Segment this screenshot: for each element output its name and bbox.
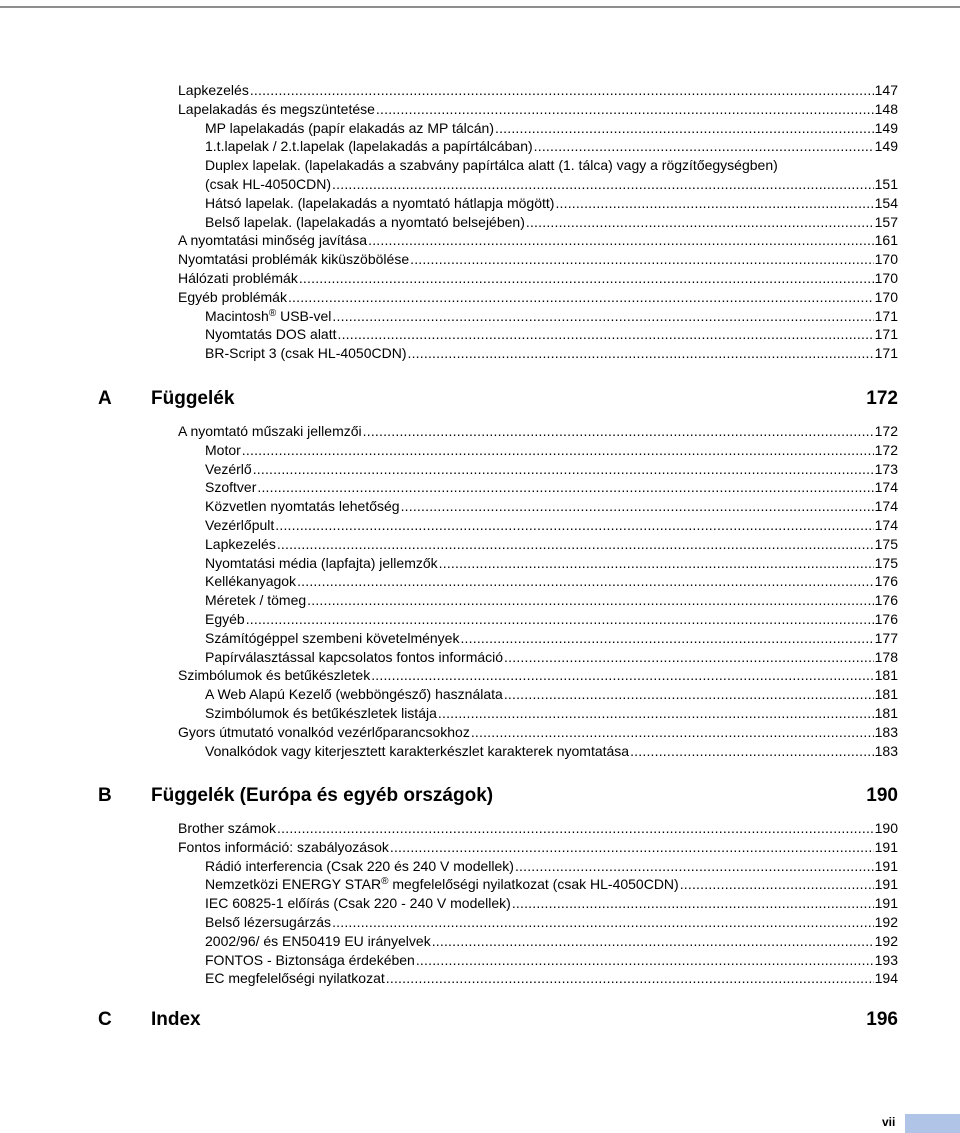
toc-entry-label: FONTOS - Biztonsága érdekében [205, 951, 415, 968]
toc-entry-page: 178 [874, 648, 898, 665]
dot-leader [242, 442, 874, 455]
toc-entry-label: Belső lézersugárzás [205, 914, 332, 930]
toc-entry[interactable] [205, 649, 898, 666]
toc-entry[interactable] [205, 479, 898, 496]
dot-leader [410, 251, 874, 264]
dot-leader [408, 345, 874, 358]
toc-entry-page: 172 [874, 441, 898, 458]
appendix-page: 172 [866, 388, 898, 409]
toc-entry-page: 171 [874, 345, 898, 362]
dot-leader [680, 876, 874, 889]
toc-entry[interactable] [205, 442, 898, 459]
toc-entry[interactable] [205, 573, 898, 590]
dot-leader [299, 270, 874, 283]
dot-leader [277, 536, 874, 549]
dot-leader [439, 555, 874, 568]
dot-leader [471, 724, 874, 737]
toc-entry-page: 173 [874, 460, 898, 477]
toc-entry-label: Motor [205, 441, 241, 458]
toc-entry-page: 190 [874, 820, 898, 836]
appendix-heading[interactable] [98, 784, 898, 808]
toc-entry-page: 176 [874, 592, 898, 609]
dot-leader [534, 138, 874, 151]
dot-leader [376, 101, 874, 114]
dot-leader [416, 952, 874, 965]
toc-entry[interactable] [178, 724, 898, 741]
toc-entry[interactable] [205, 461, 898, 478]
toc-entry[interactable] [205, 876, 898, 893]
toc-entry[interactable] [205, 611, 898, 628]
appendix-title: Függelék [151, 388, 235, 409]
toc-entry-page: 170 [874, 288, 898, 305]
toc-entry-page: 192 [874, 932, 898, 949]
toc-entry-label: A nyomtatási minőség javítása [178, 232, 368, 249]
toc-entry-page: 176 [874, 611, 898, 627]
toc-entry[interactable] [205, 326, 898, 343]
toc-entry[interactable] [205, 933, 898, 950]
footer-accent-bar [905, 1114, 960, 1133]
dot-leader [246, 611, 874, 624]
toc-entry-page: 147 [874, 82, 898, 98]
dot-leader [515, 858, 874, 871]
toc-entry-page: 193 [874, 951, 898, 968]
dot-leader [332, 176, 874, 189]
toc-entry-page: 174 [874, 517, 898, 533]
appendix-heading[interactable] [98, 387, 898, 411]
toc-entry-page: 191 [874, 838, 898, 855]
toc-entry-label: Vezérlő [205, 460, 252, 477]
toc-entry-page: 175 [874, 554, 898, 571]
toc-entry-label: Hátsó lapelak. (lapelakadás a nyomtató hátlapja mögött) [205, 194, 555, 211]
dot-leader [630, 743, 874, 756]
registered-mark: ® [381, 876, 389, 888]
appendix-title: Függelék (Európa és egyéb országok) [151, 785, 494, 806]
toc-entry-page: 174 [874, 479, 898, 496]
toc-entry[interactable] [205, 536, 898, 553]
toc-entry[interactable] [205, 214, 898, 231]
toc-entry-page: 170 [874, 270, 898, 286]
toc-entry-label: Gyors útmutató vonalkód vezérlőparancsokhoz [178, 723, 470, 740]
toc-entry-page: 181 [874, 667, 898, 684]
toc-entry-label: Szimbólumok és betűkészletek [178, 667, 371, 684]
toc-entry-label: Vezérlőpult [205, 517, 275, 533]
toc-entry-label: MP lapelakadás (papír elakadás az MP tálcán) [205, 119, 494, 136]
toc-entry-page: 183 [874, 742, 898, 759]
toc-entry[interactable] [205, 592, 898, 609]
toc-entry-page: 151 [874, 176, 898, 192]
dot-leader [526, 214, 874, 227]
toc-entry-label: IEC 60825-1 előírás (Csak 220 - 240 V modellek) [205, 895, 511, 912]
toc-entry-page: 154 [874, 194, 898, 211]
toc-entry-page: 192 [874, 914, 898, 930]
toc-entry[interactable] [178, 289, 898, 306]
dot-leader [555, 195, 873, 208]
toc-entry-page: 191 [874, 895, 898, 912]
toc-entry[interactable] [205, 705, 898, 722]
toc-entry[interactable] [178, 232, 898, 249]
toc-entry[interactable] [205, 895, 898, 912]
appendix-letter: A [98, 388, 112, 409]
toc-entry[interactable] [205, 138, 898, 155]
registered-mark: ® [268, 307, 277, 319]
toc-entry-label: (csak HL-4050CDN) [205, 176, 332, 192]
toc-entry-page: 149 [874, 119, 898, 136]
toc-entry-label: BR-Script 3 (csak HL-4050CDN) [205, 345, 407, 362]
dot-leader [338, 326, 874, 339]
toc-entry-label: Számítógéppel szembeni követelmények [205, 629, 460, 646]
toc-entry-page: 161 [874, 232, 898, 249]
toc-entry-label: Nyomtatási média (lapfajta) jellemzők [205, 554, 438, 571]
appendix-letter: C [98, 1009, 112, 1030]
toc-entry-page: 149 [874, 138, 898, 155]
dot-leader [297, 573, 874, 586]
toc-entry-label: Lapkezelés [205, 535, 276, 552]
toc-entry-page: 175 [874, 535, 898, 552]
toc-entry[interactable] [205, 630, 898, 647]
toc-entry-label: Méretek / tömeg [205, 592, 307, 609]
dot-leader [504, 649, 874, 662]
toc-entry-page: 191 [874, 857, 898, 874]
dot-leader [332, 914, 874, 927]
toc-entry[interactable] [205, 120, 898, 137]
toc-entry-page: 176 [874, 573, 898, 590]
dot-leader [504, 686, 874, 699]
toc-entry[interactable] [205, 176, 898, 193]
toc-entry[interactable] [178, 423, 898, 440]
toc-entry-label: 2002/96/ és EN50419 EU irányelvek [205, 932, 431, 949]
toc-entry-page: 183 [874, 723, 898, 740]
toc-entry-page: 191 [874, 876, 898, 893]
toc-entry[interactable] [205, 345, 898, 362]
toc-entry-page: 174 [874, 498, 898, 515]
toc-entry-label: A nyomtató műszaki jellemzői [178, 423, 362, 439]
toc-entry[interactable] [178, 101, 898, 118]
dot-leader [401, 498, 874, 511]
toc-entry-page: 194 [874, 970, 898, 987]
appendix-page: 190 [866, 785, 898, 806]
dot-leader [386, 970, 874, 983]
toc-entry[interactable] [205, 517, 898, 534]
appendix-heading[interactable] [98, 1008, 898, 1032]
toc-entry-label: Egyéb [205, 611, 245, 627]
dot-leader [250, 82, 874, 95]
dot-leader [432, 933, 874, 946]
toc-entry[interactable] [205, 498, 898, 515]
toc-entry-label: Nyomtatási problémák kiküszöbölése [178, 251, 410, 268]
dot-leader [512, 895, 874, 908]
dot-leader [495, 120, 874, 133]
toc-entry[interactable] [205, 858, 898, 875]
toc-entry-page: 181 [874, 686, 898, 703]
toc-entry[interactable] [205, 308, 898, 325]
toc-entry-label: EC megfelelőségi nyilatkozat [205, 970, 385, 987]
dot-leader [390, 839, 874, 852]
toc-entry[interactable] [178, 270, 898, 287]
dot-leader [275, 517, 873, 530]
toc-entry[interactable] [205, 157, 898, 174]
toc-entry-label: Lapkezelés [178, 82, 249, 98]
toc-entry-label: Közvetlen nyomtatás lehetőség [205, 498, 400, 515]
appendix-page: 196 [866, 1009, 898, 1030]
toc-entry-label: Rádió interferencia (Csak 220 és 240 V modellek) [205, 857, 514, 874]
dot-leader [368, 232, 874, 245]
toc-entry-label: Papírválasztással kapcsolatos fontos információ [205, 648, 504, 665]
toc-entry-label: Macintosh® USB-vel [205, 307, 332, 324]
toc-entry[interactable] [205, 555, 898, 572]
appendix-letter: B [98, 785, 112, 806]
dot-leader [253, 461, 874, 474]
toc-entry-label: Hálózati problémák [178, 270, 298, 286]
dot-leader [288, 289, 874, 302]
dot-leader [371, 667, 873, 680]
toc-entry-label: Szoftver [205, 479, 257, 496]
toc-entry-page: 157 [874, 213, 898, 230]
toc-entry[interactable] [205, 686, 898, 703]
toc-entry-page: 171 [874, 326, 898, 343]
toc-entry[interactable] [178, 820, 898, 837]
dot-leader [332, 308, 873, 321]
dot-leader [460, 630, 873, 643]
dot-leader [257, 479, 873, 492]
toc-entry[interactable] [205, 970, 898, 987]
toc-entry-label: Nemzetközi ENERGY STAR® megfelelőségi nyilatkozat (csak HL-4050CDN) [205, 876, 679, 893]
dot-leader [438, 705, 874, 718]
toc-entry-label: Fontos információ: szabályozások [178, 838, 389, 855]
toc-entry[interactable] [178, 839, 898, 856]
toc-entry[interactable] [205, 743, 898, 760]
toc-entry-label: Brother számok [178, 820, 277, 836]
appendix-title: Index [151, 1009, 201, 1030]
toc-entry-page: 181 [874, 705, 898, 721]
page-number: vii [882, 1115, 896, 1129]
toc-entry-label: Duplex lapelak. (lapelakadás a szabvány papírtálca alatt (1. tálca) vagy a rögzítőegységben) [205, 157, 778, 174]
toc-entry-page: 170 [874, 251, 898, 268]
toc-entry-page: 171 [874, 307, 898, 324]
toc-entry[interactable] [205, 195, 898, 212]
toc-entry[interactable] [178, 82, 898, 99]
toc-entry-label: Egyéb problémák [178, 288, 287, 305]
toc-entry[interactable] [205, 914, 898, 931]
toc-entry[interactable] [205, 952, 898, 969]
dot-leader [363, 423, 874, 436]
dot-leader [277, 820, 874, 833]
toc-entry-label: Nyomtatás DOS alatt [205, 326, 337, 343]
toc-entry-page: 172 [874, 423, 898, 439]
toc-entry-page: 148 [874, 100, 898, 117]
toc-entry-label: A Web Alapú Kezelő (webböngésző) használata [205, 686, 503, 703]
top-rule [0, 6, 960, 8]
toc-entry-label: Lapelakadás és megszüntetése [178, 100, 375, 117]
toc-entry-page: 177 [874, 629, 898, 646]
toc-entry-label: Belső lapelak. (lapelakadás a nyomtató belsejében) [205, 213, 525, 230]
toc-entry-label: Szimbólumok és betűkészletek listája [205, 705, 437, 721]
toc-entry-label: 1.t.lapelak / 2.t.lapelak (lapelakadás a papírtálcában) [205, 138, 533, 155]
toc-entry[interactable] [178, 667, 898, 684]
toc-entry-label: Kellékanyagok [205, 573, 297, 590]
dot-leader [307, 592, 873, 605]
toc-entry[interactable] [178, 251, 898, 268]
toc-entry-label: Vonalkódok vagy kiterjesztett karakterkészlet karakterek nyomtatása [205, 742, 630, 759]
